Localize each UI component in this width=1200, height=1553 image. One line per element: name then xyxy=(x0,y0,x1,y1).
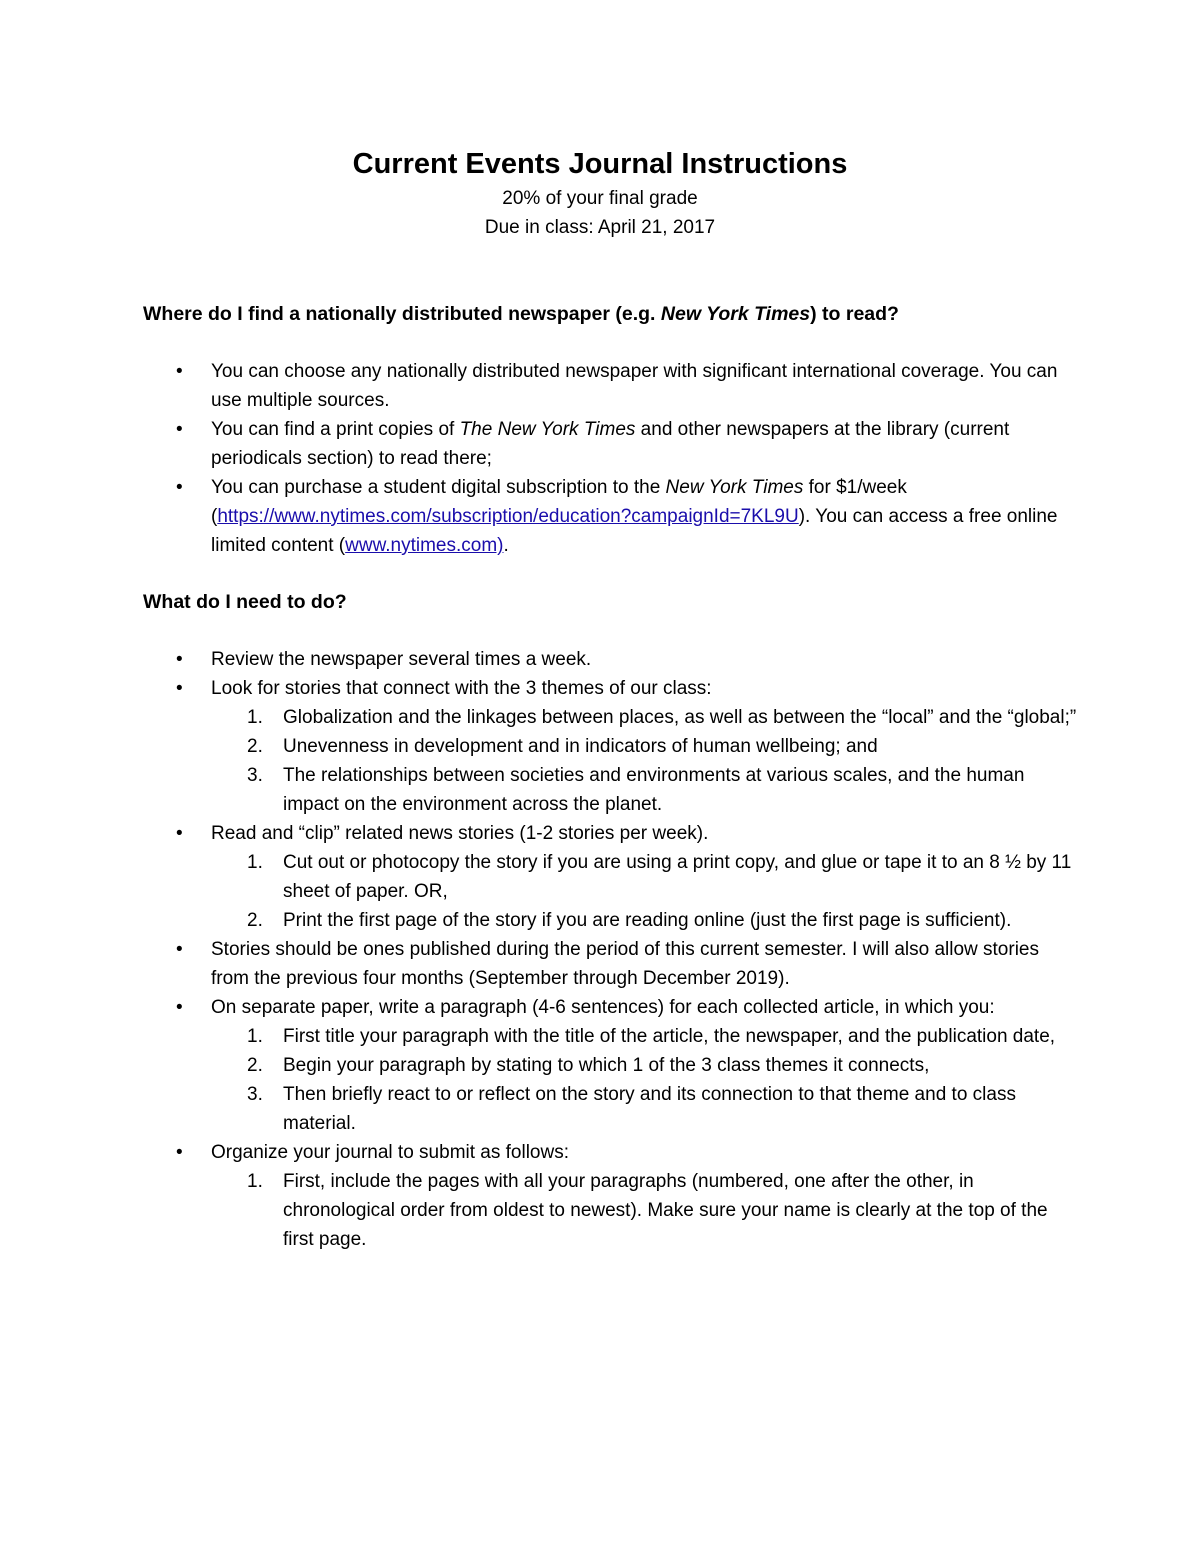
list-item xyxy=(0,473,1071,560)
heading-italic: New York Times xyxy=(660,303,811,325)
item-number: 1. xyxy=(247,852,263,873)
item-text: Globalization and the linkages between places, as well as between the “local” and the “global;” xyxy=(283,707,1077,728)
item-number: 2. xyxy=(247,736,263,757)
item-text: First title your paragraph with the title of the article, the newspaper, and the publication date, xyxy=(283,1026,1056,1047)
numbered-item xyxy=(211,1080,1083,1138)
numbered-item xyxy=(211,761,1083,819)
item-number: 1. xyxy=(247,1171,263,1192)
item-text: Cut out or photocopy the story if you are using a print copy, and glue or tape it to an 8 ½ by 11 sheet of paper. OR, xyxy=(283,852,1072,902)
item-text: Begin your paragraph by stating to which 1 of the 3 class themes it connects, xyxy=(283,1055,930,1076)
list-item xyxy=(0,357,1071,415)
list-item-text: Read and “clip” related news stories (1-2 stories per week). xyxy=(211,823,709,844)
organize-steps-list xyxy=(211,1167,1071,1254)
heading-text: Where do I find a nationally distributed newspaper (e.g. xyxy=(143,303,661,325)
list-item-text: Review the newspaper several times a week. xyxy=(211,649,592,670)
bullet-icon: • xyxy=(176,477,183,498)
italic-title: The New York Times xyxy=(459,419,636,440)
list-item xyxy=(0,415,1071,473)
list-item-text: You can find a print copies of The New York Times and other newspapers at the library (current periodicals section) to read there; xyxy=(211,419,1010,469)
heading-text-end: ) to read? xyxy=(810,303,899,325)
list-item xyxy=(0,993,1071,1138)
numbered-item xyxy=(211,1051,1083,1080)
item-text: First, include the pages with all your paragraphs (numbered, one after the other, in chronological order from oldest to newest). Make sure your name is clearly at the top of the first page. xyxy=(283,1171,1048,1250)
list-item-text: Look for stories that connect with the 3 themes of our class: xyxy=(211,678,712,699)
italic-title: New York Times xyxy=(665,477,804,498)
nytimes-link[interactable]: www.nytimes.com) xyxy=(345,535,504,556)
bullet-icon: • xyxy=(176,678,183,699)
list-item-text: Stories should be ones published during the period of this current semester. I will also allow stories from the previous four months (September through December 2019). xyxy=(211,939,1039,989)
numbered-item xyxy=(211,1167,1083,1254)
item-text: Print the first page of the story if you are reading online (just the first page is sufficient). xyxy=(283,910,1012,931)
list-item-text: Organize your journal to submit as follows: xyxy=(211,1142,569,1163)
bullet-icon: • xyxy=(176,361,183,382)
title-block xyxy=(0,144,1200,242)
themes-list xyxy=(211,703,1077,819)
due-date: Due in class: April 21, 2017 xyxy=(484,217,716,238)
list-item xyxy=(0,674,1077,819)
numbered-item xyxy=(211,848,1083,906)
list-item xyxy=(0,819,1071,935)
clip-steps-list xyxy=(211,848,1071,935)
numbered-item xyxy=(211,732,1083,761)
section-heading-where xyxy=(143,300,899,329)
numbered-item xyxy=(211,906,1083,935)
section-heading-what: What do I need to do? xyxy=(143,591,347,613)
list-item-text: You can choose any nationally distributed newspaper with significant international coverage. You can use multiple sources. xyxy=(211,361,1058,411)
grade-weight: 20% of your final grade xyxy=(502,188,698,209)
numbered-item xyxy=(211,1022,1083,1051)
list-item xyxy=(0,935,1071,993)
list-item xyxy=(0,1138,1071,1254)
todo-list xyxy=(0,645,1200,1254)
list-item-text: On separate paper, write a paragraph (4-6 sentences) for each collected article, in which you: xyxy=(211,997,995,1018)
bullet-icon: • xyxy=(176,939,183,960)
item-text: Then briefly react to or reflect on the story and its connection to that theme and to class material. xyxy=(283,1084,1016,1134)
bullet-icon: • xyxy=(176,823,183,844)
bullet-icon: • xyxy=(176,649,183,670)
page-title: Current Events Journal Instructions xyxy=(352,148,848,180)
list-item-text: You can purchase a student digital subscription to the New York Times for $1/week (https://www.nytimes.com/subscription/education?campaignId=7KL9U). You can access a free online limited content (www.nytimes.com). xyxy=(211,477,1058,556)
item-number: 1. xyxy=(247,707,263,728)
item-number: 3. xyxy=(247,1084,263,1105)
item-number: 2. xyxy=(247,910,263,931)
bullet-icon: • xyxy=(176,419,183,440)
where-list xyxy=(0,357,1200,560)
numbered-item xyxy=(211,703,1083,732)
item-text: The relationships between societies and environments at various scales, and the human impact on the environment across the planet. xyxy=(283,765,1025,815)
paragraph-steps-list xyxy=(211,1022,1071,1138)
item-number: 2. xyxy=(247,1055,263,1076)
subscription-link[interactable]: https://www.nytimes.com/subscription/education?campaignId=7KL9U xyxy=(217,506,799,527)
item-number: 3. xyxy=(247,765,263,786)
bullet-icon: • xyxy=(176,1142,183,1163)
list-item xyxy=(0,645,1071,674)
item-text: Unevenness in development and in indicators of human wellbeing; and xyxy=(283,736,878,757)
bullet-icon: • xyxy=(176,997,183,1018)
item-number: 1. xyxy=(247,1026,263,1047)
